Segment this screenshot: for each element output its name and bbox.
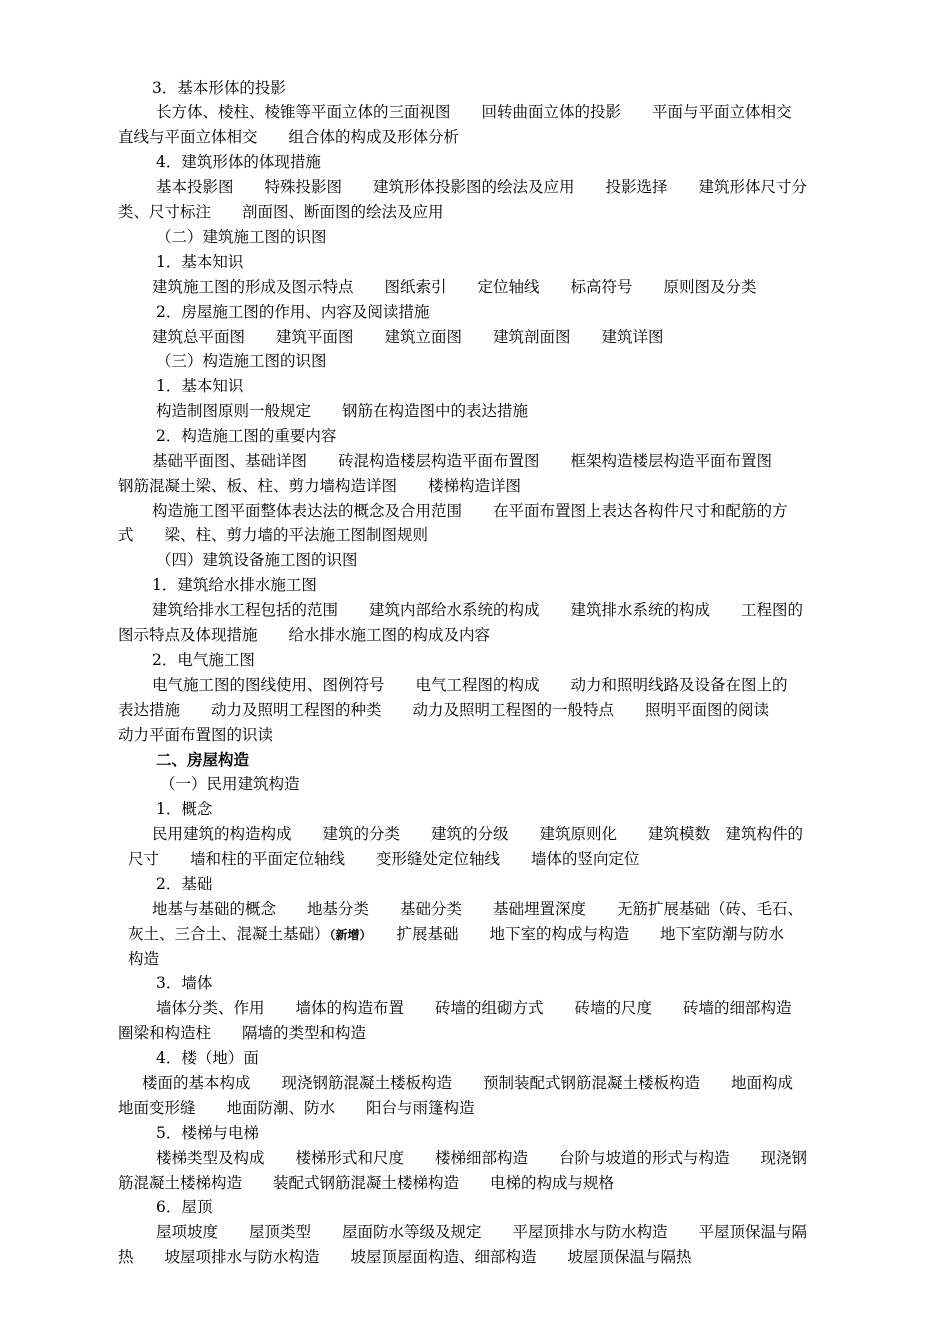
subsection-heading: （四）建筑设备施工图的识图 [156, 551, 358, 569]
text-line: 构造施工图平面整体表达法的概念及合用范围 在平面布置图上表达各构件尺寸和配筋的方 [152, 502, 788, 520]
text-line: 圈梁和构造柱 隔墙的类型和构造 [118, 1024, 367, 1042]
text-line: 地面变形缝 地面防潮、防水 阳台与雨篷构造 [118, 1099, 475, 1117]
text-line: 屋项坡度 屋顶类型 屋面防水等级及规定 平屋顶排水与防水构造 平屋顶保温与隔 [156, 1223, 808, 1241]
text-line [128, 923, 838, 945]
text-line: 地基与基础的概念 地基分类 基础分类 基础埋置深度 无筋扩展基础（砖、毛石、 [152, 900, 804, 918]
text-line: 式 梁、柱、剪力墙的平法施工图制图规则 [118, 526, 429, 544]
item-heading: 3．墙体 [156, 974, 213, 992]
text-line: 热 坡屋项排水与防水构造 坡屋顶屋面构造、细部构造 坡屋顶保温与隔热 [118, 1248, 692, 1266]
text-line: 基本投影图 特殊投影图 建筑形体投影图的绘法及应用 投影选择 建筑形体尺寸分 [156, 178, 808, 196]
item-heading: 2．构造施工图的重要内容 [156, 427, 337, 445]
item-heading: 1．建筑给水排水施工图 [152, 576, 317, 594]
text-span: 灰土、三合土、混凝土基础） [128, 925, 330, 943]
subsection-heading: （三）构造施工图的识图 [156, 352, 327, 370]
text-line: 类、尺寸标注 剖面图、断面图的绘法及应用 [118, 203, 444, 221]
new-added-tag: （新增） [329, 928, 366, 942]
text-line: 建筑施工图的形成及图示特点 图纸索引 定位轴线 标高符号 原则图及分类 [152, 278, 757, 296]
text-line: 墙体分类、作用 墙体的构造布置 砖墙的组砌方式 砖墙的尺度 砖墙的细部构造 [156, 999, 792, 1017]
text-line: 筋混凝土楼梯构造 装配式钢筋混凝土楼梯构造 电梯的构成与规格 [118, 1174, 615, 1192]
item-heading: 6．屋顶 [156, 1198, 213, 1216]
text-line: 楼面的基本构成 现浇钢筋混凝土楼板构造 预制装配式钢筋混凝土楼板构造 地面构成 [142, 1074, 794, 1092]
item-heading: 1．基本知识 [156, 253, 244, 271]
heading-form-methods: 4．建筑形体的体现措施 [156, 153, 321, 171]
section-heading-house-construction: 二、房屋构造 [156, 750, 250, 769]
text-line: 表达措施 动力及照明工程图的种类 动力及照明工程图的一般特点 照明平面图的阅读 [118, 701, 770, 719]
item-heading: 2．房屋施工图的作用、内容及阅读措施 [156, 303, 430, 321]
text-line: 建筑总平面图 建筑平面图 建筑立面图 建筑剖面图 建筑详图 [152, 328, 664, 346]
text-line: 尺寸 墙和柱的平面定位轴线 变形缝处定位轴线 墙体的竖向定位 [128, 850, 640, 868]
text-line: 图示特点及体现措施 给水排水施工图的构成及内容 [118, 626, 491, 644]
item-heading: 4．楼（地）面 [156, 1049, 259, 1067]
text-line: 楼梯类型及构成 楼梯形式和尺度 楼梯细部构造 台阶与坡道的形式与构造 现浇钢 [156, 1149, 808, 1167]
text-span: 扩展基础 地下室的构成与构造 地下室防潮与防水 [396, 925, 785, 943]
subsection-heading: （一）民用建筑构造 [160, 775, 300, 793]
heading-basic-form-projection: 3．基本形体的投影 [152, 79, 286, 97]
text-line: 电气施工图的图线使用、图例符号 电气工程图的构成 动力和照明线路及设备在图上的 [152, 676, 788, 694]
item-heading: 2．电气施工图 [152, 651, 255, 669]
item-heading: 5．楼梯与电梯 [156, 1124, 259, 1142]
subsection-heading: （二）建筑施工图的识图 [156, 228, 327, 246]
text-line: 长方体、棱柱、棱锥等平面立体的三面视图 回转曲面立体的投影 平面与平面立体相交 [156, 103, 792, 121]
text-line: 民用建筑的构造构成 建筑的分类 建筑的分级 建筑原则化 建筑模数 建筑构件的 [152, 825, 804, 843]
item-heading: 1．基本知识 [156, 377, 244, 395]
item-heading: 2．基础 [156, 875, 213, 893]
text-line: 建筑给排水工程包括的范围 建筑内部给水系统的构成 建筑排水系统的构成 工程图的 [152, 601, 804, 619]
text-line: 基础平面图、基础详图 砖混构造楼层构造平面布置图 框架构造楼层构造平面布置图 [152, 452, 773, 470]
text-line: 构造制图原则一般规定 钢筋在构造图中的表达措施 [156, 402, 529, 420]
text-line: 直线与平面立体相交 组合体的构成及形体分析 [118, 128, 460, 146]
text-line: 动力平面布置图的识读 [118, 726, 274, 744]
text-line: 钢筋混凝土梁、板、柱、剪力墙构造详图 楼梯构造详图 [118, 477, 522, 495]
item-heading: 1．概念 [156, 800, 213, 818]
text-line: 构造 [128, 950, 160, 968]
